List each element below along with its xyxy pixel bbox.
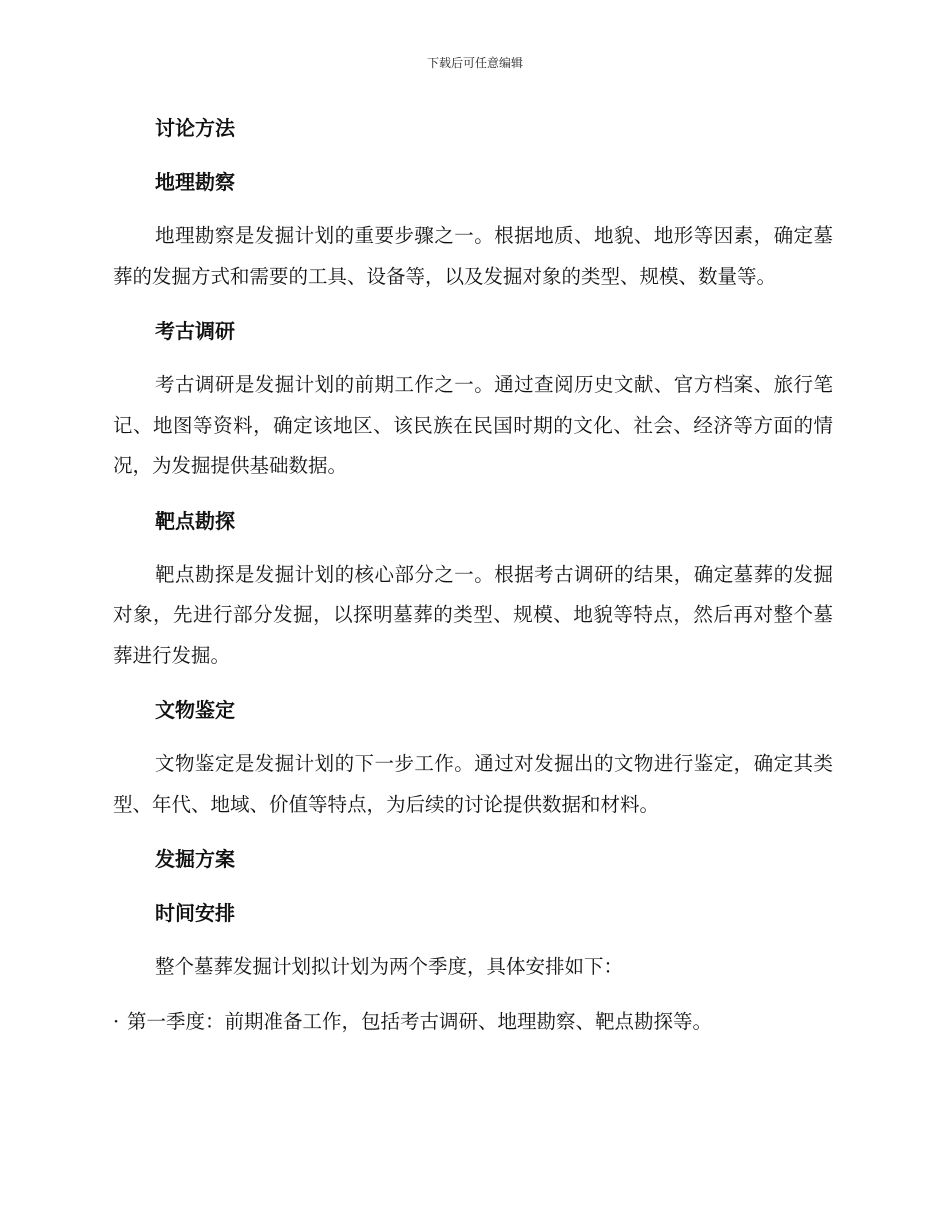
para-archaeology-research: 考古调研是发掘计划的前期工作之一。通过查阅历史文献、官方档案、旅行笔记、地图等资料，确定该地区、该民族在民国时期的文化、社会、经济等方面的情况，为发掘提供基础数据。 [113, 373, 833, 477]
list-item [113, 1002, 833, 1042]
bullet-mark: · [113, 1009, 120, 1033]
para-geo-survey: 地理勘察是发掘计划的重要步骤之一。根据地质、地貌、地形等因素，确定墓葬的发掘方式和需要的工具、设备等，以及发掘对象的类型、规模、数量等。 [113, 224, 833, 288]
para-target-exploration: 靶点勘探是发掘计划的核心部分之一。根据考古调研的结果，确定墓葬的发掘对象，先进行部分发掘，以探明墓葬的类型、规模、地貌等特点，然后再对整个墓葬进行发掘。 [113, 562, 833, 667]
heading-relic-identification: 文物鉴定 [155, 698, 235, 722]
para-schedule: 整个墓葬发掘计划拟计划为两个季度，具体安排如下： [155, 955, 624, 978]
document-body [113, 108, 833, 1042]
heading-target-exploration: 靶点勘探 [155, 508, 235, 533]
heading-excavation-plan: 发掘方案 [155, 847, 235, 871]
heading-schedule: 时间安排 [155, 901, 235, 925]
para-relic-identification: 文物鉴定是发掘计划的下一步工作。通过对发掘出的文物进行鉴定，确定其类型、年代、地域、价值等特点，为后续的讨论提供数据和材料。 [113, 752, 833, 816]
heading-discussion-method: 讨论方法 [155, 116, 235, 140]
heading-geo-survey: 地理勘察 [155, 170, 235, 194]
heading-archaeology-research: 考古调研 [155, 319, 235, 343]
header-note: 下载后可任意编辑 [426, 56, 523, 70]
list-item-text: 第一季度：前期准备工作，包括考古调研、地理勘察、靶点勘探等。 [127, 1009, 713, 1033]
